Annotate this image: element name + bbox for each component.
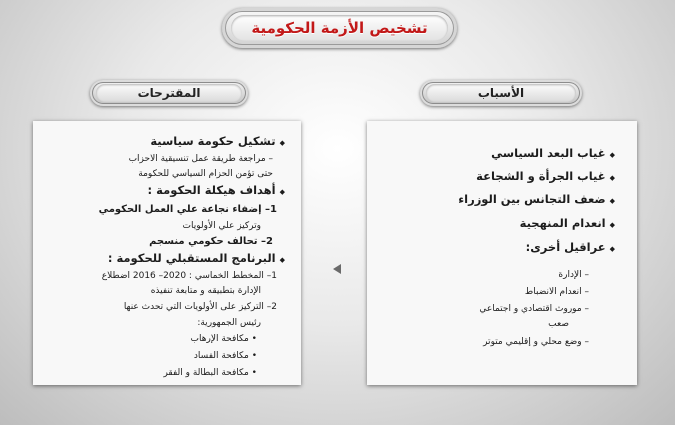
bullet-icon: ◆ xyxy=(609,245,615,253)
proposal-line-11: 2– التركيز على الأولويات التي تحدث عنها xyxy=(123,302,277,312)
cause-item-3: ◆ ضعف التجانس بين الوزراء xyxy=(458,192,615,206)
proposal-line-2: – مراجعة طريقة عمل تنسيقية الاحزاب xyxy=(128,154,273,164)
cause-item-2: ◆ غياب الجرأة و الشجاعة xyxy=(476,169,615,183)
proposal-line-5: 1– إضفاء نجاعة علي العمل الحكومي xyxy=(98,204,277,215)
cause-sub-2: – انعدام الانضباط xyxy=(524,287,589,297)
bullet-icon: ◆ xyxy=(279,256,285,264)
proposal-line-8: ◆ البرنامج المستقبلي للحكومة : xyxy=(107,251,285,265)
arrow-left-icon xyxy=(333,264,341,274)
proposal-line-3: حتى تؤمن الحزام السياسي للحكومة xyxy=(138,169,273,179)
proposal-line-12: رئيس الجمهورية: xyxy=(197,318,261,328)
bullet-icon: ◆ xyxy=(279,188,285,196)
bullet-icon: ◆ xyxy=(609,174,615,182)
page-title: تشخيص الأزمة الحكومية xyxy=(231,15,448,41)
bullet-icon: ◆ xyxy=(279,139,285,147)
proposals-header xyxy=(90,80,248,106)
bullet-icon: ◆ xyxy=(609,197,615,205)
proposal-line-15: • مكافحة البطالة و الفقر xyxy=(163,368,257,378)
cause-sub-3: – موروث اقتصادي و اجتماعي xyxy=(479,304,589,314)
cause-item-5: ◆ عراقيل أخرى: xyxy=(525,240,615,254)
proposal-line-10: الإدارة بتطبيقه و متابعة تنفيذه xyxy=(150,286,261,296)
proposal-line-9: 1– المخطط الخماسي : 2020– 2016 اضطلاع xyxy=(101,271,277,281)
causes-header xyxy=(420,80,582,106)
cause-item-1: ◆ غياب البعد السياسي xyxy=(491,146,615,160)
cause-sub-1: – الإدارة xyxy=(558,270,589,280)
proposal-line-13: • مكافحة الإرهاب xyxy=(190,334,257,344)
proposal-line-1: ◆ تشكيل حكومة سياسية xyxy=(150,134,285,148)
proposal-line-4: ◆ أهداف هيكلة الحكومة : xyxy=(147,183,285,197)
cause-item-4: ◆ انعدام المنهجية xyxy=(519,216,615,230)
proposal-line-6: وتركيز علي الأولويات xyxy=(182,221,261,231)
cause-sub-5: – وضع محلي و إقليمي متوتر xyxy=(483,337,589,347)
proposals-header-label: المقترحات xyxy=(96,84,242,102)
proposal-line-7: 2– تحالف حكومي منسجم xyxy=(149,236,273,247)
causes-header-label: الأسباب xyxy=(426,84,576,102)
cause-sub-4: صعب xyxy=(548,319,569,329)
title-banner xyxy=(222,8,457,48)
proposal-line-14: • مكافحة الفساد xyxy=(193,351,257,361)
proposals-card xyxy=(33,121,301,385)
bullet-icon: ◆ xyxy=(609,151,615,159)
causes-card xyxy=(367,121,637,385)
bullet-icon: ◆ xyxy=(609,221,615,229)
